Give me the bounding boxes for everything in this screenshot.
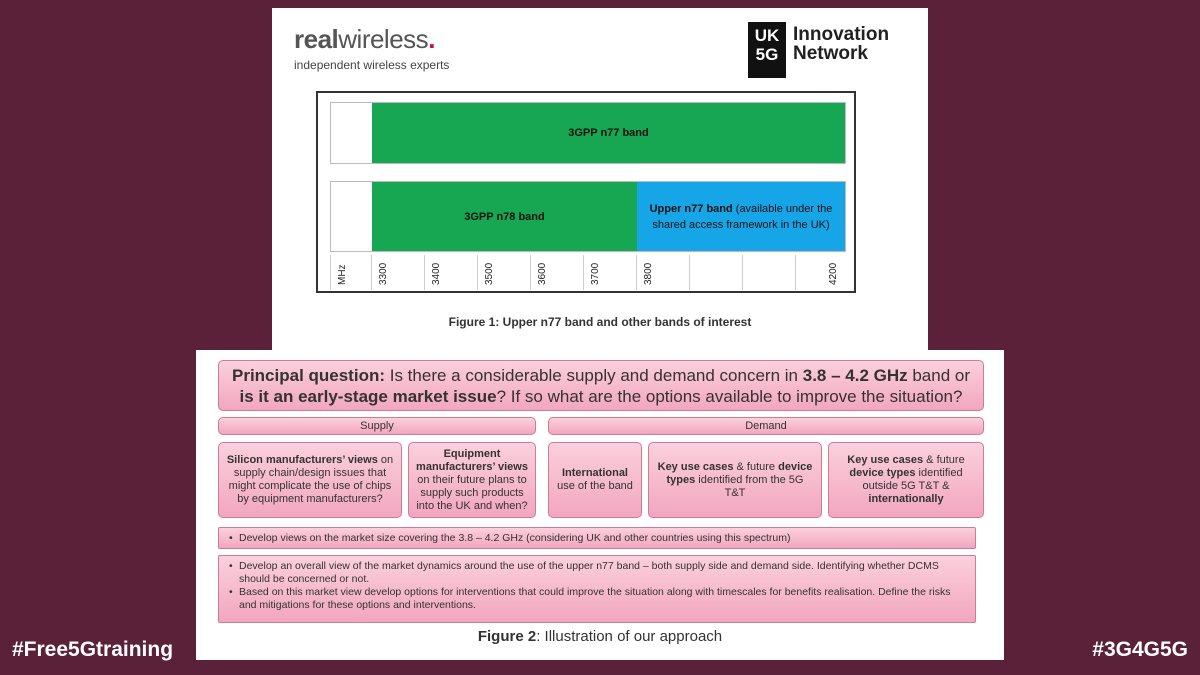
figure2-caption: Figure 2: Illustration of our approach [477,628,723,645]
tick [742,255,743,290]
figure1-panel [272,8,928,350]
frequency-axis [330,255,846,290]
upper-n77-band-segment: Upper n77 band (available under the shared access framework in the UK) [637,182,845,251]
tick: 3400 [424,255,425,290]
real-wireless-logo: realwireless. [294,24,435,54]
equipment-manufacturers-card: Equipment manufacturers’ views on their future plans to supply such products into the UK and when? [408,442,536,518]
tick: 3600 [530,255,531,290]
use-cases-international-card: Key use cases & future device types identified outside 5G T&T & internationally [828,442,984,518]
market-dynamics-bullet-box [218,555,976,623]
hashtag-free5gtraining: #Free5Gtraining [12,638,174,661]
tick [689,255,690,290]
innovation-network-name: Innovation Network [793,24,890,64]
tick: 3300 [371,255,372,290]
n78-band-row [330,181,846,252]
bullet-interventions: • Based on this market view develop options for interventions that could improve the situation along with timescales for benefits realisation. Define the risks and mitigations for these options and interventions. [229,586,965,612]
band-diagram [316,91,856,293]
hashtag-3g4g5g: #3G4G5G [1092,638,1188,661]
international-use-card: International use of the band [548,442,642,518]
uk5g-logo: UK 5G [748,22,786,78]
axis-unit-cell [330,255,371,290]
figure2-panel [196,350,1004,660]
tick: 3500 [477,255,478,290]
tick: 4200 [795,255,796,290]
tick: 3700 [583,255,584,290]
n77-band-segment: 3GPP n77 band [372,103,845,163]
bullet-market-size: • Develop views on the market size covering the 3.8 – 4.2 GHz (considering UK and other countries using this spectrum) [229,532,965,545]
supply-header: Supply [218,417,536,435]
axis-unit: MHz [337,264,348,285]
silicon-manufacturers-card: Silicon manufacturers’ views on supply chain/design issues that might complicate the use of chips by equipment manufacturers? [218,442,402,518]
n78-band-segment: 3GPP n78 band [372,182,637,251]
market-size-bullet-box [218,527,976,549]
principal-question: Principal question: Is there a considerable supply and demand concern in 3.8 – 4.2 GHz band or is it an early-stage market issue? If so what are the options available to improve the situation? [218,360,984,411]
n77-band-row [330,102,846,164]
real-wireless-tagline: independent wireless experts [294,58,450,72]
tick: 3800 [636,255,637,290]
demand-header: Demand [548,417,984,435]
use-cases-5g-tt-card: Key use cases & future device types identified from the 5G T&T [648,442,822,518]
bullet-market-dynamics: • Develop an overall view of the market dynamics around the use of the upper n77 band – both supply side and demand side. Identifying whether DCMS should be concerned or not. [229,560,965,586]
figure1-caption: Figure 1: Upper n77 band and other bands of interest [448,315,752,329]
